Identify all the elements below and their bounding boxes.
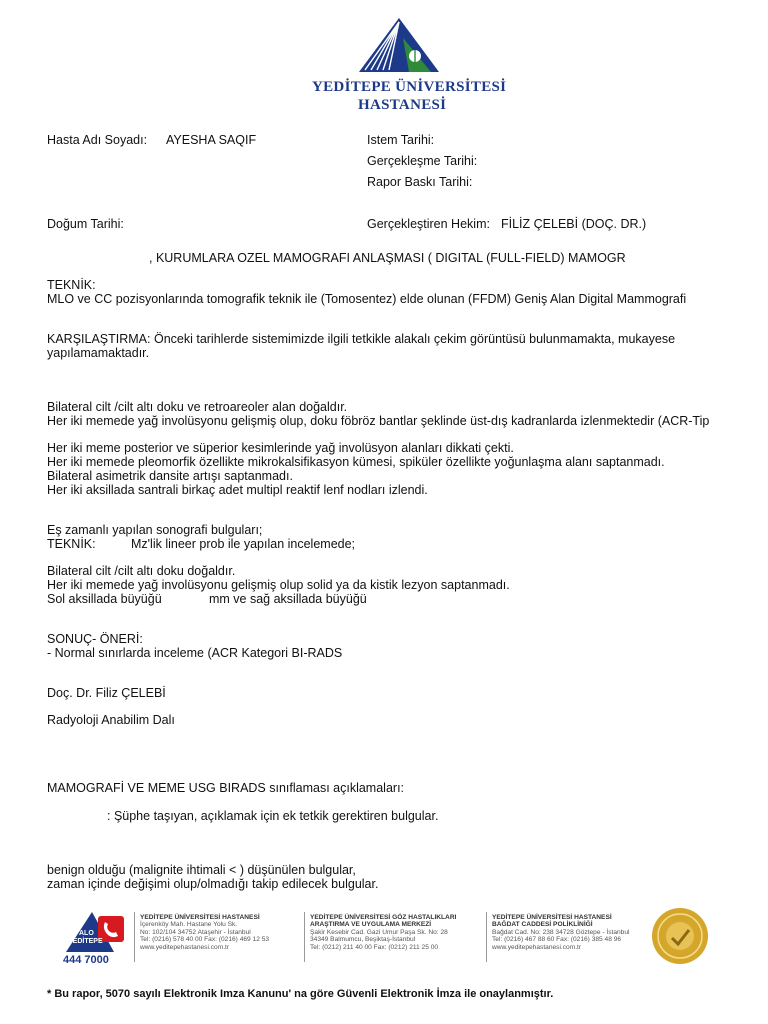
- footer-col1-line: Tel: (0216) 578 40 00 Fax: (0216) 469 12 53: [140, 936, 270, 944]
- footer-divider-2: [304, 912, 305, 962]
- footer-address-bagdat: [492, 914, 629, 951]
- patient-name-value: AYESHA SAQIF: [166, 133, 257, 147]
- footer-col2-line: Şakir Kesebir Cad. Gazi Umur Paşa Sk. No: 28: [310, 928, 448, 936]
- department-name: Radyoloji Anabilim Dalı: [47, 713, 175, 727]
- footer-col2-line: 34349 Balmumcu, Beşiktaş-İstanbul: [310, 936, 416, 944]
- footer-col2-line: ARAŞTIRMA VE UYGULAMA MERKEZİ: [310, 921, 432, 929]
- hospital-name-line1: YEDİTEPE ÜNİVERSİTESİ: [312, 79, 507, 95]
- logo-mountain-icon: [357, 16, 441, 74]
- usg-line3-left: Sol aksillada büyüğü: [47, 592, 162, 606]
- findings-line4: Her iki memede pleomorfik özellikte mikrokalsifikasyon kümesi, spiküler özellikte yoğunlaşma alanı saptanmadı.: [47, 455, 665, 469]
- accreditation-seal-icon: [650, 906, 710, 966]
- comparison-line2: yapılamamaktadır.: [47, 346, 150, 360]
- footer-col1-line: YEDİTEPE ÜNİVERSİTESİ HASTANESİ: [140, 914, 260, 921]
- footer-col3-line: Bağdat Cad. No: 238 34728 Göztepe - İstanbul: [492, 928, 630, 936]
- physician-value: FİLİZ ÇELEBİ (DOÇ. DR.): [501, 217, 647, 231]
- footer-divider-1: [134, 912, 135, 962]
- birads-heading: MAMOGRAFİ VE MEME USG BIRADS sınıflaması açıklamaları:: [47, 781, 405, 795]
- alo-text-line1: ALO: [79, 930, 94, 937]
- footer-band: [62, 908, 716, 968]
- usg-heading: Eş zamanlı yapılan sonografi bulguları;: [47, 523, 263, 537]
- footer-col3-line: YEDİTEPE ÜNİVERSİTESİ HASTANESİ: [492, 914, 612, 921]
- alo-phone-number: 444 7000: [63, 954, 109, 966]
- print-date-label: Rapor Baskı Tarihi:: [367, 175, 473, 189]
- performed-date-label: Gerçekleşme Tarihi:: [367, 154, 478, 168]
- patient-name-label: Hasta Adı Soyadı:: [47, 133, 148, 147]
- teknik-text: MLO ve CC pozisyonlarında tomografik teknik ile (Tomosentez) elde olunan (FFDM) Geniş Alan Digital Mammografi: [47, 292, 687, 306]
- usg-teknik-label: TEKNİK:: [47, 537, 96, 551]
- exam-title: , KURUMLARA OZEL MAMOGRAFI ANLAŞMASI ( DIGITAL (FULL-FIELD) MAMOGR: [149, 251, 626, 265]
- footer-col1-line: No: 102/104 34752 Ataşehir - İstanbul: [140, 928, 251, 936]
- conclusion-heading: SONUÇ- ÖNERİ:: [47, 632, 143, 646]
- findings-line3: Her iki meme posterior ve süperior kesimlerinde yağ involüsyon alanları dikkati çekti.: [47, 441, 514, 455]
- usg-line2: Her iki memede yağ involüsyonu gelişmiş olup solid ya da kistik lezyon saptanmadı.: [47, 578, 510, 592]
- footer-divider-3: [486, 912, 487, 962]
- findings-line1: Bilateral cilt /cilt altı doku ve retroareoler alan doğaldır.: [47, 400, 348, 414]
- e-signature-legal-note: * Bu rapor, 5070 sayılı Elektronik Imza Kanunu' na göre Güvenli Elektronik İmza ile onaylanmıştır.: [47, 988, 554, 1000]
- footer-col1-line: www.yeditepehastanesi.com.tr: [140, 943, 230, 951]
- findings-line6: Her iki aksillada santrali birkaç adet multipl reaktif lenf nodları izlendi.: [47, 483, 428, 497]
- footer-col3-line: BAĞDAT CADDESİ POLİKLİNİĞİ: [492, 921, 593, 929]
- alo-text-line2: YEDİTEPE: [68, 938, 103, 945]
- findings-line5: Bilateral asimetrik dansite artışı saptanmadı.: [47, 469, 293, 483]
- doctor-name: Doç. Dr. Filiz ÇELEBİ: [47, 686, 166, 700]
- footer-address-eye-center: [310, 914, 456, 951]
- hospital-name-line2: HASTANESİ: [358, 97, 447, 113]
- footer-col3-line: www.yeditepehastanesi.com.tr: [492, 943, 582, 951]
- footer-col1-line: İçerenköy Mah. Hastane Yolu Sk.: [140, 921, 238, 929]
- birads-line2: benign olduğu (malignite ihtimali < ) düşünülen bulgular,: [47, 863, 356, 877]
- footer-address-main: [140, 914, 269, 951]
- footer-col2-line: Tel: (0212) 211 40 00 Fax: (0212) 211 25 00: [310, 943, 439, 951]
- alo-badge: [62, 908, 130, 966]
- physician-label: Gerçekleştiren Hekim:: [367, 217, 490, 231]
- teknik-heading: TEKNİK:: [47, 278, 96, 292]
- birads-line3: zaman içinde değişimi olup/olmadığı takip edilecek bulgular.: [47, 877, 379, 891]
- birth-date-label: Doğum Tarihi:: [47, 217, 124, 231]
- usg-teknik-text: Mz'lik lineer prob ile yapılan incelemede;: [131, 537, 356, 551]
- usg-line1: Bilateral cilt /cilt altı doku doğaldır.: [47, 564, 236, 578]
- footer-col3-line: Tel: (0216) 467 88 60 Fax: (0216) 385 48 96: [492, 936, 622, 944]
- findings-line2: Her iki memede yağ involüsyonu gelişmiş olup, doku föbröz bantlar şeklinde üst-dış kadranlarda izlenmektedir (ACR-Tip: [47, 414, 710, 428]
- usg-line3-right: mm ve sağ aksillada büyüğü: [209, 592, 367, 606]
- conclusion-text: - Normal sınırlarda inceleme (ACR Kategori BI-RADS: [47, 646, 343, 660]
- footer-col2-line: YEDİTEPE ÜNİVERSİTESİ GÖZ HASTALIKLARI: [310, 914, 457, 921]
- comparison-line1: KARŞILAŞTIRMA: Önceki tarihlerde sistemimizde ilgili tetkikle alakalı çekim görüntüsü bulunmamakta, mukayese: [47, 332, 676, 346]
- birads-line1: : Şüphe taşıyan, açıklamak için ek tetkik gerektiren bulgular.: [107, 809, 439, 823]
- request-date-label: Istem Tarihi:: [367, 133, 435, 147]
